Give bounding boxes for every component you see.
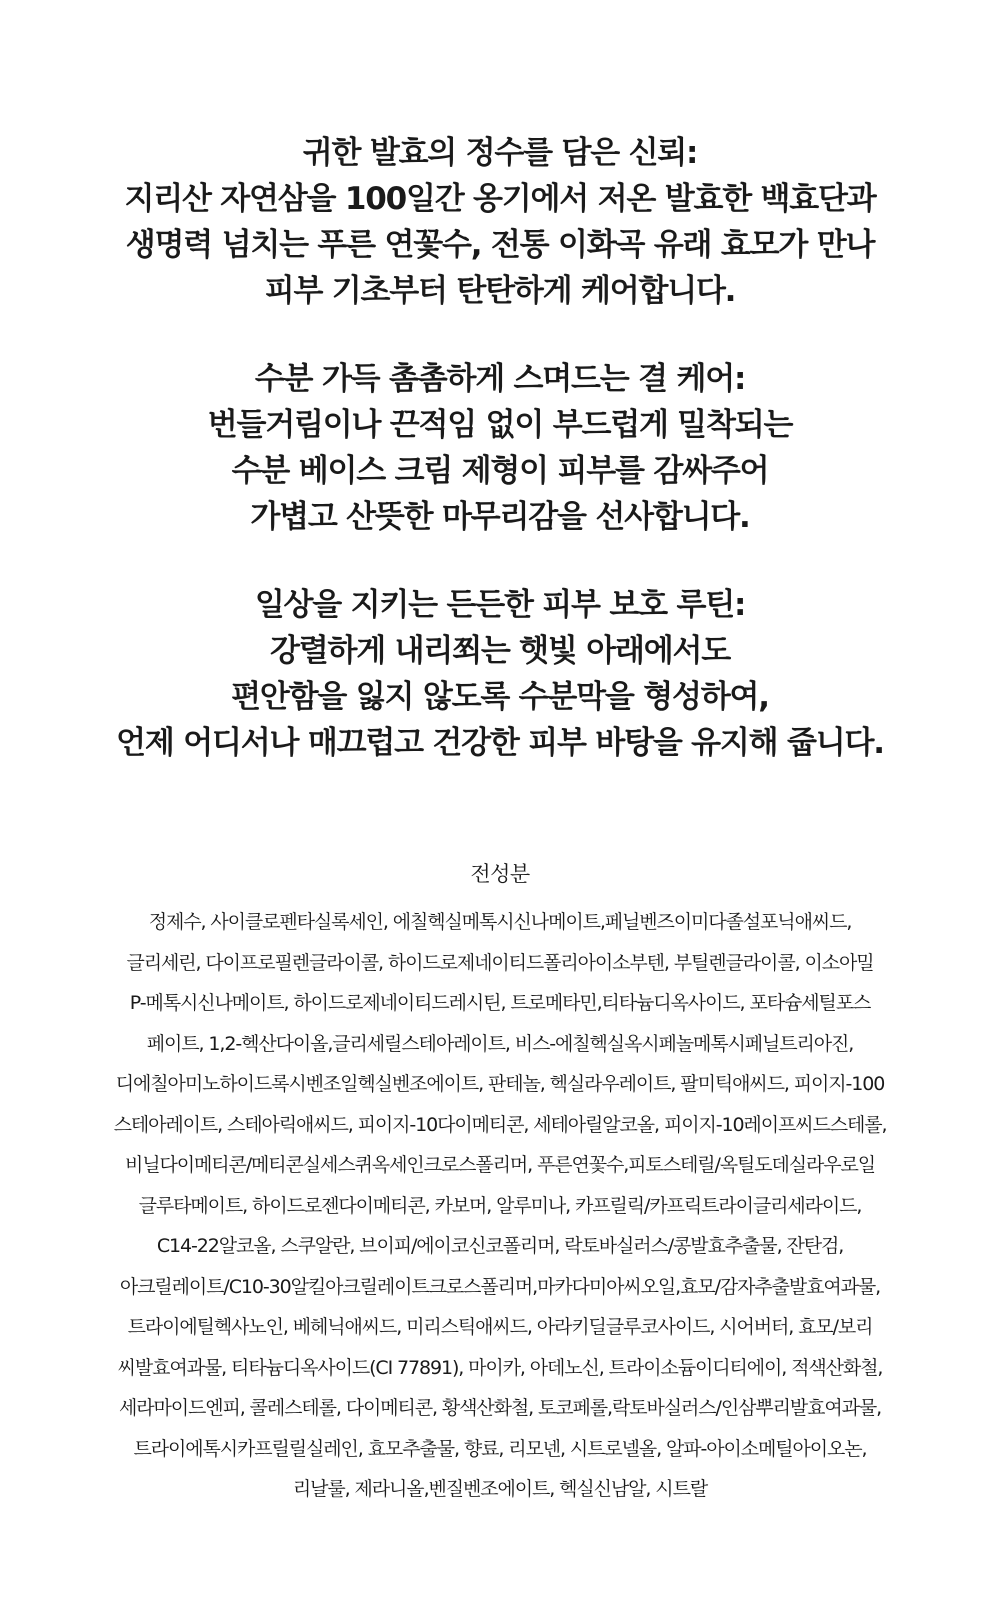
ingredients-line: P-메톡시신나메이트, 하이드로제네이티드레시틴, 트로메타민,티타늄디옥사이드, 포타슘세틸포스 — [129, 992, 871, 1014]
ingredients-list — [0, 902, 1000, 1510]
description-paragraph-fermentation — [0, 130, 1000, 314]
description-line: 피부 기초부터 탄탄하게 케어합니다. — [264, 273, 736, 309]
description-line: 강렬하게 내리쬐는 햇빛 아래에서도 — [270, 633, 730, 669]
ingredients-line: 리날룰, 제라니올,벤질벤조에이트, 헥실신남알, 시트랄 — [292, 1478, 708, 1500]
ingredients-line: 글루타메이트, 하이드로젠다이메티콘, 카보머, 알루미나, 카프릴릭/카프릭트라이글리세라이드, — [138, 1194, 862, 1217]
description-line: 수분 베이스 크림 제형이 피부를 감싸주어 — [231, 453, 769, 489]
ingredients-line: 세라마이드엔피, 콜레스테롤, 다이메티콘, 황색산화철, 토코페롤,락토바실러스/인삼뿌리발효여과물, — [118, 1397, 882, 1419]
description-line: 번들거림이나 끈적임 없이 부드럽게 밀착되는 — [207, 407, 793, 443]
description-line: 귀한 발효의 정수를 담은 신뢰: — [302, 135, 698, 171]
ingredients-line: 페이트, 1,2-헥산다이올,글리세릴스테아레이트, 비스-에칠헥실옥시페놀메톡시페닐트리아진, — [146, 1032, 854, 1055]
ingredients-section — [0, 860, 1000, 1510]
ingredients-title: 전성분 — [470, 862, 530, 886]
description-line: 언제 어디서나 매끄럽고 건강한 피부 바탕을 유지해 줍니다. — [116, 725, 884, 761]
ingredients-line: 아크릴레이트/C10-30알킬아크릴레이트크로스폴리머,마카다미아씨오일,효모/감자추출발효여과물, — [119, 1275, 881, 1298]
description-line: 생명력 넘치는 푸른 연꽃수, 전통 이화곡 유래 효모가 만나 — [125, 227, 875, 263]
description-line: 수분 가득 촘촘하게 스며드는 결 케어: — [254, 361, 746, 397]
description-line: 편안함을 잃지 않도록 수분막을 형성하여, — [231, 679, 769, 715]
ingredients-line: 비닐다이메티콘/메티콘실세스퀴옥세인크로스폴리머, 푸른연꽃수,피토스테릴/옥틸도데실라우로일 — [124, 1154, 876, 1176]
description-paragraph-moisture — [0, 356, 1000, 540]
ingredients-line: 디에칠아미노하이드록시벤조일헥실벤조에이트, 판테놀, 헥실라우레이트, 팔미틱애씨드, 피이지-100 — [115, 1073, 885, 1095]
description-line: 가볍고 산뜻한 마무리감을 선사합니다. — [250, 499, 750, 535]
description-line: 지리산 자연삼을 100일간 옹기에서 저온 발효한 백효단과 — [124, 181, 876, 217]
ingredients-line: 정제수, 사이클로펜타실록세인, 에칠헥실메톡시신나메이트,페닐벤즈이미다졸설포닉애씨드, — [148, 911, 852, 933]
ingredients-line: 트라이에틸헥사노인, 베헤닉애씨드, 미리스틱애씨드, 아라키딜글루코사이드, 시어버터, 효모/보리 — [127, 1316, 873, 1338]
product-description — [0, 130, 1000, 808]
ingredients-line: 스테아레이트, 스테아릭애씨드, 피이지-10다이메티콘, 세테아릴알코올, 피이지-10레이프씨드스테롤, — [113, 1113, 887, 1136]
ingredients-line: 트라이에톡시카프릴릴실레인, 효모추출물, 향료, 리모넨, 시트로넬올, 알파-아이소메틸아이오논, — [133, 1437, 867, 1460]
ingredients-line: C14-22알코올, 스쿠알란, 브이피/에이코신코폴리머, 락토바실러스/콩발효추출물, 잔탄검, — [156, 1235, 844, 1257]
ingredients-line: 씨발효여과물, 티타늄디옥사이드(CI 77891), 마이카, 아데노신, 트라이소듐이디티에이, 적색산화철, — [117, 1356, 883, 1379]
description-line: 일상을 지키는 든든한 피부 보호 루틴: — [254, 587, 746, 623]
description-paragraph-protection — [0, 582, 1000, 766]
ingredients-line: 글리세린, 다이프로필렌글라이콜, 하이드로제네이티드폴리아이소부텐, 부틸렌글라이콜, 이소아밀 — [126, 951, 874, 974]
